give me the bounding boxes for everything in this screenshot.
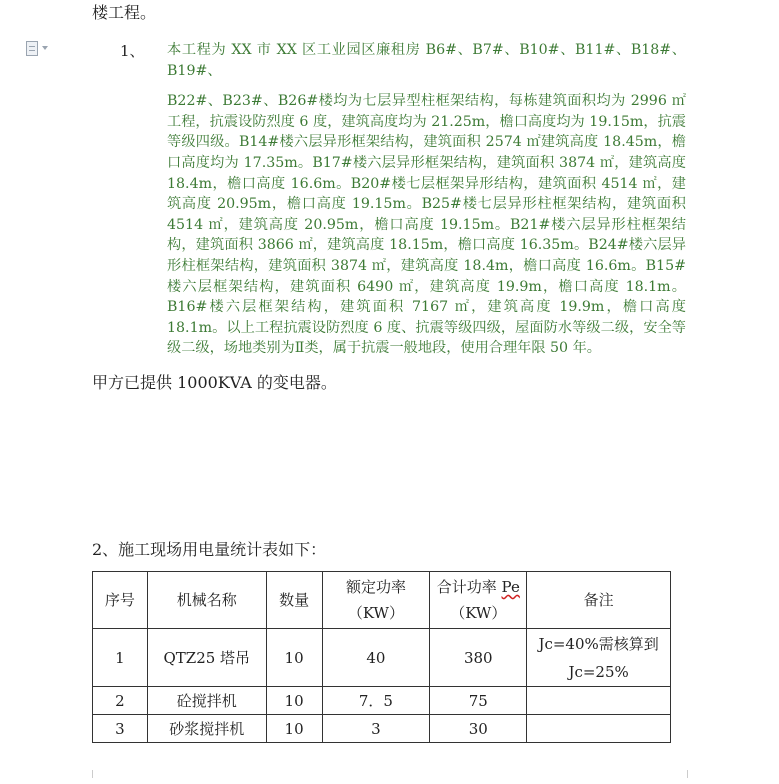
section-heading: 2、施工现场用电量统计表如下： <box>92 540 327 559</box>
cell-note <box>527 715 671 743</box>
table-row <box>93 629 671 687</box>
cell-seq: 2 <box>93 687 148 715</box>
cell-total: 75 <box>430 687 527 715</box>
cell-qty: 10 <box>266 715 322 743</box>
cell-qty: 10 <box>266 687 322 715</box>
header-rated-power: 额定功率 （KW） <box>322 572 430 629</box>
cell-note <box>527 687 671 715</box>
cell-note: Jc=40%需核算到 Jc=25% <box>527 629 671 687</box>
cell-total: 30 <box>430 715 527 743</box>
table-row <box>93 715 671 743</box>
cell-seq: 1 <box>93 629 148 687</box>
table-row <box>93 687 671 715</box>
header-note: 备注 <box>527 572 671 629</box>
header-total-power: 合计功率 Pe （KW） <box>430 572 527 629</box>
cell-seq: 3 <box>93 715 148 743</box>
page-corner-mark <box>687 770 710 778</box>
spell-check-underline: Pe <box>501 578 520 596</box>
power-usage-table <box>92 571 671 743</box>
project-description <box>167 40 686 359</box>
cell-rated: 40 <box>322 629 430 687</box>
cell-qty: 10 <box>266 629 322 687</box>
cell-name: 砼搅拌机 <box>147 687 266 715</box>
document-icon <box>26 41 38 56</box>
paragraph-options-icon[interactable] <box>26 41 50 57</box>
chevron-down-icon <box>42 46 48 50</box>
header-name: 机械名称 <box>147 572 266 629</box>
project-description-body: B22#、B23#、B26#楼均为七层异型柱框架结构，每栋建筑面积均为 2996 ㎡工程，抗震设防烈度 6 度，建筑高度均为 21.25m，檐口高度均为 19.15m，抗震等级四级。B14#楼六层异形框架结构，建筑面积 2574 ㎡建筑高度 18.45m，檐口高度均为 17.35m。B17#楼六层异形框架结构，建筑面积 3874 ㎡，建筑高度 18.4m，檐口高度 16.6m。B20#楼七层框架异形结构，建筑面积 4514 ㎡，建筑高度 20.95m，檐口高度 19.15m。B25#楼七层异形柱框架结构，建筑面积 4514 ㎡，建筑高度 20.95m，檐口高度 19.15m。B21#楼六层异形柱框架结构，建筑面积 3866 ㎡，建筑高度 18.15m，檐口高度 16.35m。B24#楼六层异形柱框架结构，建筑面积 3874 ㎡，建筑高度 18.4m，檐口高度 16.6m。B15#楼六层框架结构，建筑面积 6490 ㎡，建筑高度 19.9m，檐口高度 18.1m。B16#楼六层框架结构，建筑面积 7167 ㎡，建筑高度 19.9m，檐口高度 18.1m。以上工程抗震设防烈度 6 度、抗震等级四级，屋面防水等级二级，安全等级二级，场地类别为Ⅱ类，属于抗震一般地段，使用合理年限 50 年。 <box>167 93 686 357</box>
cell-rated: 7．5 <box>322 687 430 715</box>
page-corner-mark <box>70 770 93 778</box>
transformer-supply-text: 甲方已提供 1000KVA 的变电器。 <box>92 373 337 392</box>
cell-name: 砂浆搅拌机 <box>147 715 266 743</box>
header-seq: 序号 <box>93 572 148 629</box>
cell-name: QTZ25 塔吊 <box>147 629 266 687</box>
table-header-row <box>93 572 671 629</box>
continued-text: 楼工程。 <box>92 3 157 22</box>
header-qty: 数量 <box>266 572 322 629</box>
list-item-number: 1、 <box>120 42 145 60</box>
cell-total: 380 <box>430 629 527 687</box>
cell-rated: 3 <box>322 715 430 743</box>
project-description-first-line: 本工程为 XX 市 XX 区工业园区廉租房 B6#、B7#、B10#、B11#、B18#、B19#、 <box>167 42 686 79</box>
